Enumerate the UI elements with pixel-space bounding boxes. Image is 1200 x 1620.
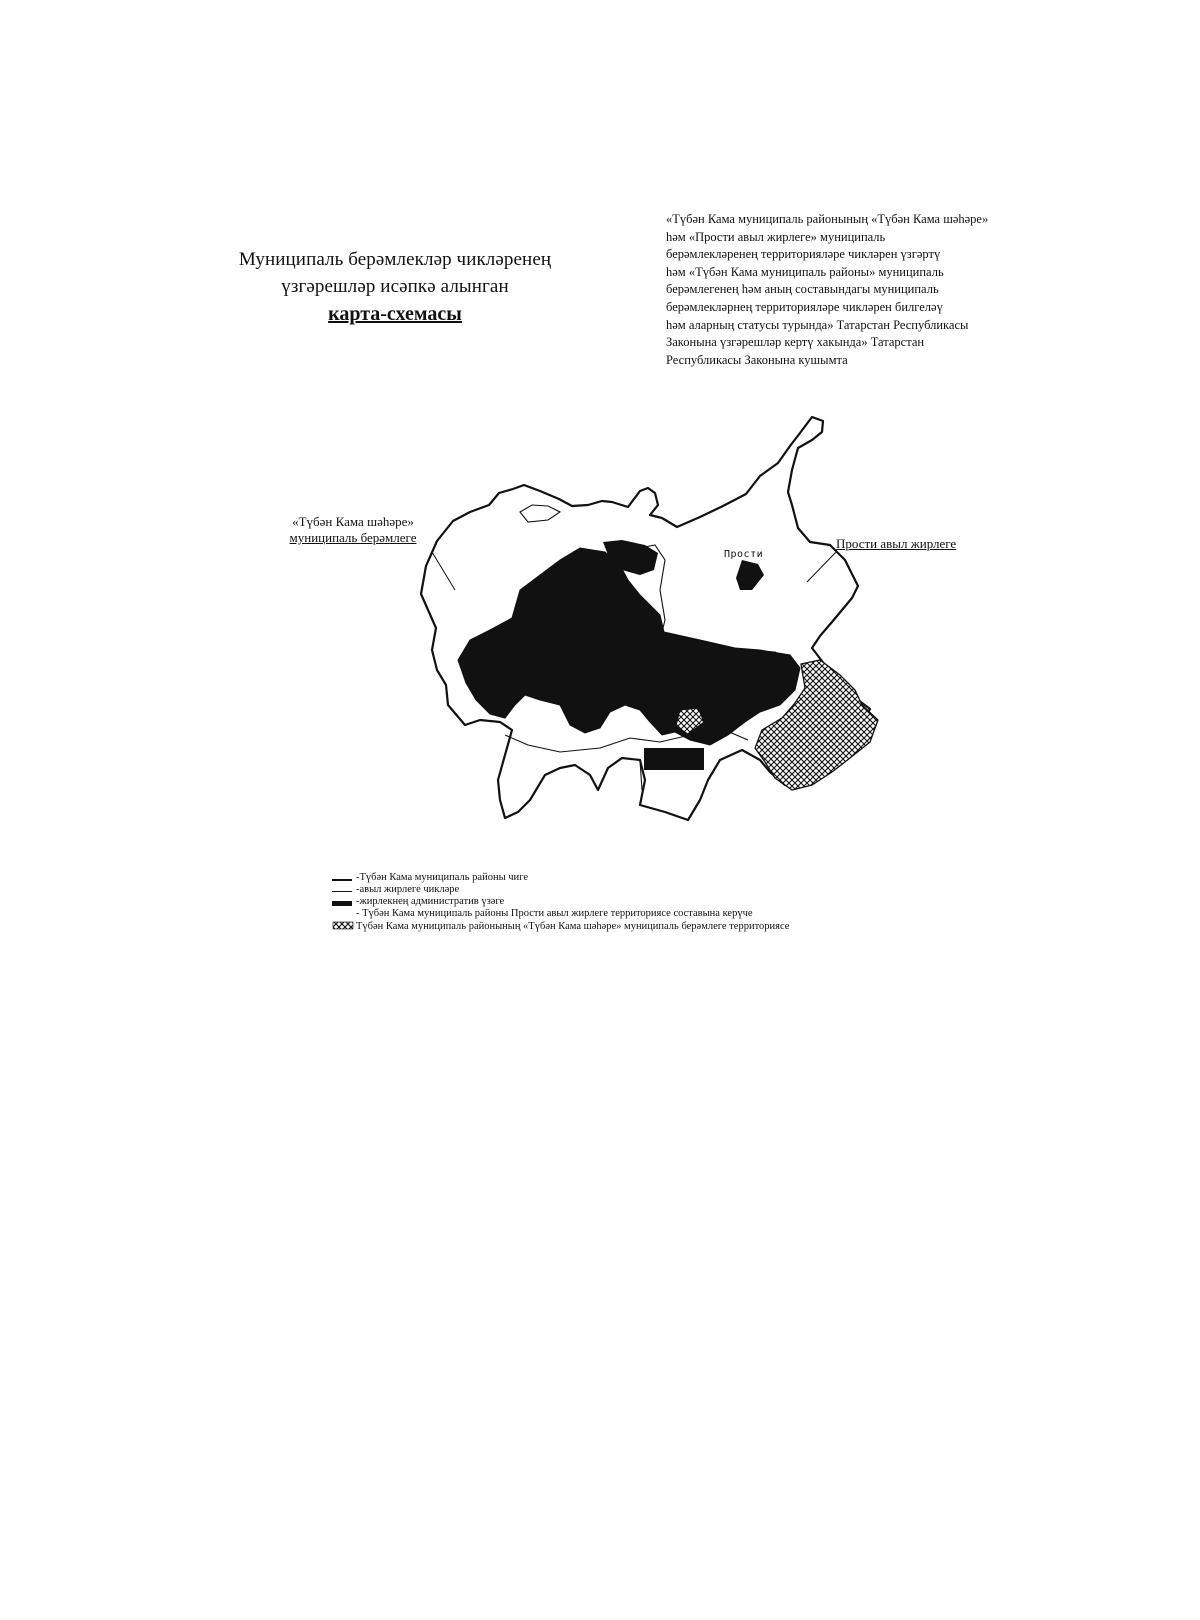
title-line-1: Муниципаль берәмлекләр чикләренең xyxy=(238,249,552,270)
annex-line: һәм «Прости авыл жирлеге» муниципаль xyxy=(666,229,886,244)
annex-line: берәмлегенең һәм аның составындагы муниципаль xyxy=(666,282,939,297)
annex-line: һәм аларның статусы турында» Татарстан Республикасы xyxy=(666,317,969,332)
annex-line: «Түбән Кама муниципаль районының «Түбән Кама шәһәре» xyxy=(666,212,989,226)
legend-text: - Түбән Кама муниципаль районы Прости авыл жирлеге территориясе составына керүче xyxy=(356,908,753,919)
legend-item xyxy=(330,884,930,896)
title-emphasis: карта-схемасы xyxy=(328,303,462,325)
thick-line-icon xyxy=(330,872,354,884)
thin-line-icon xyxy=(330,884,354,896)
label-village: Прости xyxy=(724,549,764,560)
legend-item xyxy=(330,872,930,884)
annex-line: берәмлекләренең территорияләре чикләрен үзгәртү xyxy=(666,247,941,262)
city-territory xyxy=(644,748,704,770)
label-city-municipality xyxy=(268,514,438,546)
legend xyxy=(330,872,930,933)
legend-text: -Түбән Кама муниципаль районы чиге xyxy=(356,872,528,883)
legend-text: -авыл жирлеге чикләре xyxy=(356,884,460,895)
label-city-line2: муниципаль берәмлеге xyxy=(289,530,417,545)
label-city-line1: «Түбән Кама шәһәре» xyxy=(292,514,414,529)
annex-line: берәмлекләрнең территорияләре чикләрен билгеләү xyxy=(666,299,943,314)
label-rural-settlement: Прости авыл жирлеге xyxy=(836,536,957,551)
solid-fill-icon xyxy=(330,896,354,908)
legend-item xyxy=(330,896,930,908)
legend-text: -жирлекнең административ үзәге xyxy=(356,896,505,907)
legend-item xyxy=(330,908,930,920)
annex-line: һәм «Түбән Кама муниципаль районы» муниципаль xyxy=(666,264,944,279)
crosshatch-icon xyxy=(330,908,354,920)
annex-line: Законына үзгәрешләр кертү хакында» Татарстан xyxy=(666,335,925,350)
title-line-2: үзгәрешләр исәпкә алынган xyxy=(281,276,509,297)
legend-continuation: Түбән Кама муниципаль районының «Түбән Кама шәһәре» муниципаль берәмлеге территориясе xyxy=(356,921,790,932)
annex-line: Республикасы Законына кушымта xyxy=(666,352,848,367)
